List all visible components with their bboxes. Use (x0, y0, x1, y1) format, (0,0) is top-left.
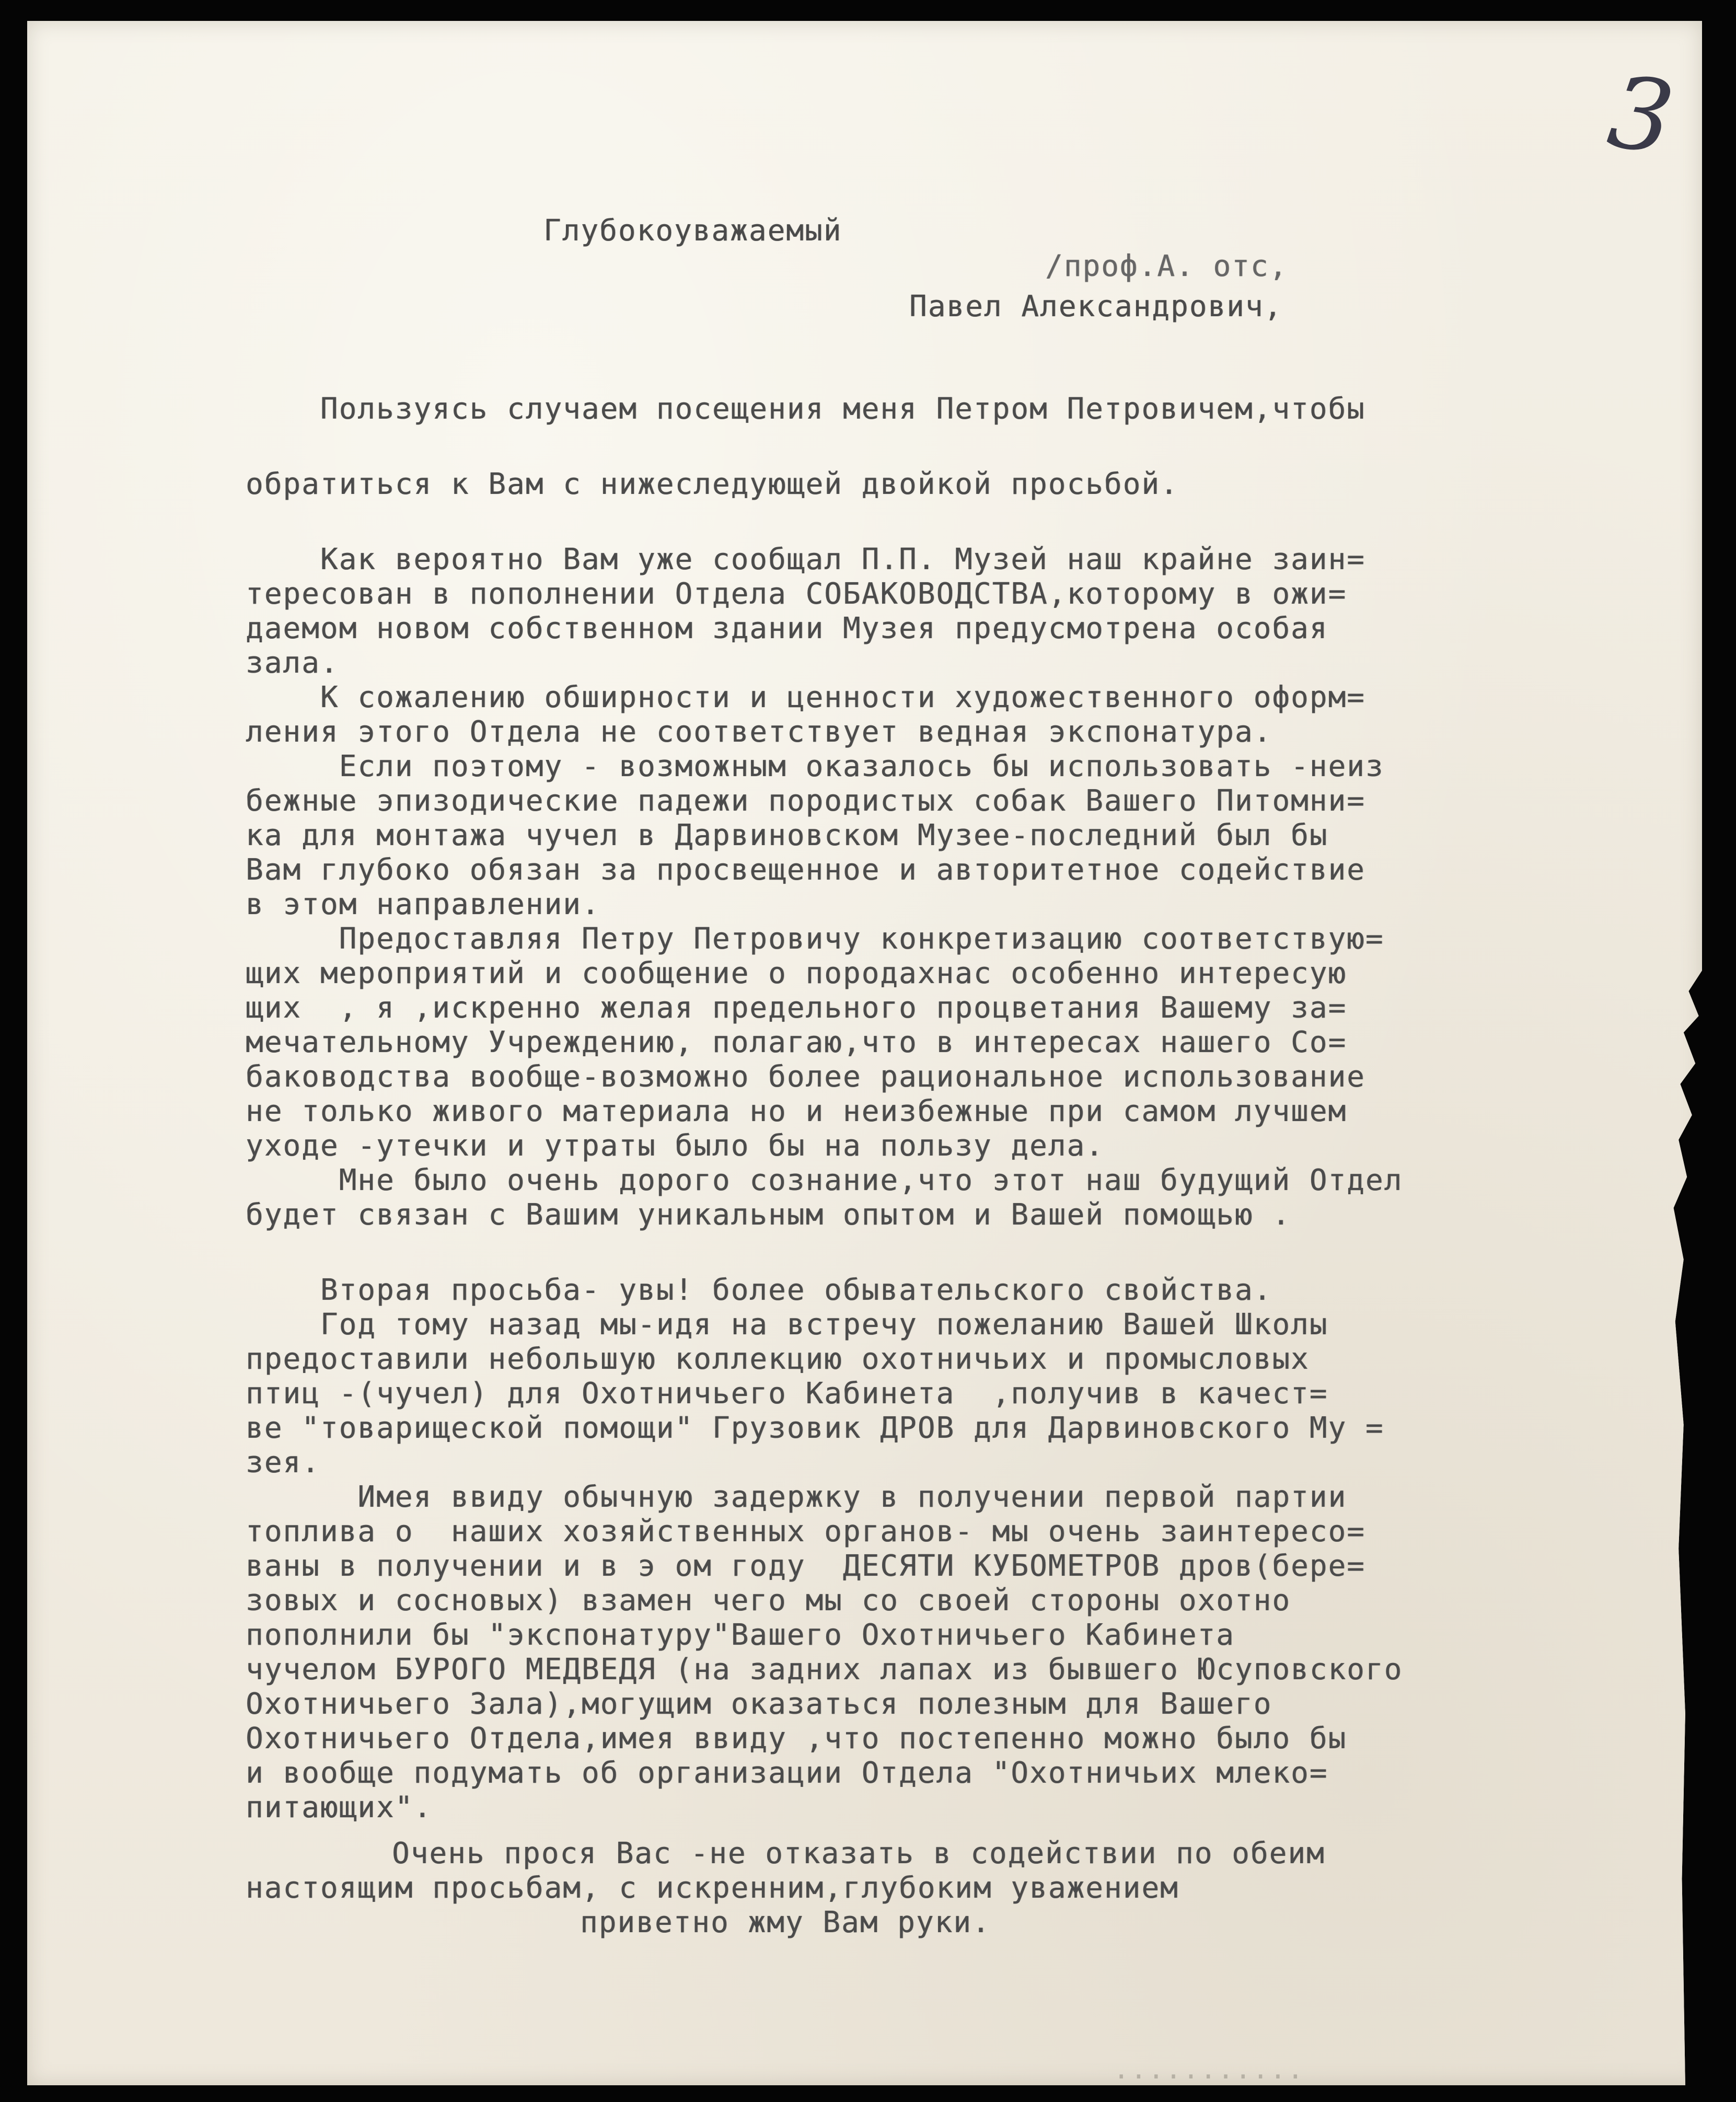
text-line: чучелом БУРОГО МЕДВЕДЯ (на задних лапах из бывшего Юсуповского (246, 1653, 1403, 1687)
addressee-annotation: /проф.А. отс, (1045, 249, 1288, 283)
closing-paragraph (246, 1837, 1677, 1940)
faint-signature-trace: ........... (1113, 2054, 1339, 2085)
text-line: Имея ввиду обычную задержку в получении первой партии (246, 1480, 1347, 1514)
letter-body (246, 392, 1677, 1940)
text-line: в этом направлении. (246, 887, 600, 921)
text-line: Пользуясь случаем посещения меня Петром Петровичем,чтобы (246, 392, 1365, 426)
text-line: щих , я ,искренно желая предельного процветания Вашему за= (246, 991, 1347, 1025)
text-line: топлива о наших хозяйственных органов- мы очень заинтересо= (246, 1515, 1365, 1549)
closing-line: настоящим просьбам, с искренним,глубоким уважением (246, 1871, 1179, 1905)
paragraph-second-request (246, 1273, 1677, 1825)
text-line: Предоставляя Петру Петровичу конкретизацию соответствую= (246, 922, 1384, 956)
text-line: предоставили небольшую коллекцию охотничьих и промысловых (246, 1342, 1310, 1376)
text-line: даемом новом собственном здании Музея предусмотрена особая (246, 611, 1328, 645)
text-line: Охотничьего Отдела,имея ввиду ,что постепенно можно было бы (246, 1722, 1347, 1755)
text-line: зала. (246, 646, 339, 680)
text-line: птиц -(чучел) для Охотничьего Кабинета ,получив в качест= (246, 1377, 1328, 1411)
text-line: обратиться к Вам с нижеследующей двойкой просьбой. (246, 467, 1179, 501)
addressee-name: Павел Александрович, (909, 290, 1283, 324)
text-line: Мне было очень дорого сознание,что этот наш будущий Отдел (246, 1163, 1403, 1197)
text-line: и вообще подумать об организации Отдела "Охотничьих млеко= (246, 1756, 1328, 1790)
paragraph-first-request (246, 542, 1677, 1232)
closing-line: Очень прося Вас -не отказать в содействии по обеим (392, 1837, 1325, 1870)
text-line: ления этого Отдела не соответствует ведная экспонатура. (246, 715, 1272, 749)
paragraph-intro (246, 392, 1677, 502)
text-line: ка для монтажа чучел в Дарвиновском Музее-последний был бы (246, 818, 1328, 852)
text-line: ваны в получении и в э ом году ДЕСЯТИ КУБОМЕТРОВ дров(бере= (246, 1549, 1365, 1583)
text-line: зовых и сосновых) взамен чего мы со своей стороны охотно (246, 1584, 1291, 1618)
text-line: будет связан с Вашим уникальным опытом и Вашей помощью . (246, 1198, 1291, 1232)
text-line: ве "товарищеской помощи" Грузовик ДРОВ для Дарвиновского Му = (246, 1411, 1384, 1445)
text-line: мечательному Учреждению, полагаю,что в интересах нашего Со= (246, 1025, 1347, 1059)
closing-line: приветно жму Вам руки. (580, 1905, 991, 1939)
text-line: Год тому назад мы-идя на встречу пожеланию Вашей Школы (246, 1308, 1328, 1342)
text-line: Вторая просьба- увы! более обывательского свойства. (246, 1273, 1272, 1307)
text-line: питающих". (246, 1791, 433, 1824)
text-line: баководства вообще-возможно более рациональное использование (246, 1060, 1365, 1094)
text-line: К сожалению обширности и ценности художественного оформ= (246, 680, 1365, 714)
text-line: тересован в пополнении Отдела СОБАКОВОДСТВА,которому в ожи= (246, 577, 1347, 611)
text-line: Вам глубоко обязан за просвещенное и авторитетное содействие (246, 853, 1365, 887)
text-line: щих мероприятий и сообщение о породахнас особенно интересую (246, 956, 1347, 990)
text-line: Как вероятно Вам уже сообщал П.П. Музей наш крайне заин= (246, 542, 1365, 576)
text-line: пополнили бы "экспонатуру"Вашего Охотничьего Кабинета (246, 1618, 1235, 1652)
text-line: бежные эпизодические падежи породистых собак Вашего Питомни= (246, 784, 1365, 818)
text-line: Охотничьего Зала),могущим оказаться полезным для Вашего (246, 1687, 1272, 1721)
text-line: уходе -утечки и утраты было бы на пользу дела. (246, 1129, 1104, 1163)
handwritten-page-number: 3 (1602, 53, 1681, 177)
text-line: Если поэтому - возможным оказалось бы использовать -неиз (246, 749, 1384, 783)
text-line: не только живого материала но и неизбежные при самом лучшем (246, 1094, 1347, 1128)
text-line: зея. (246, 1446, 320, 1480)
salutation: Глубокоуважаемый (543, 214, 842, 248)
